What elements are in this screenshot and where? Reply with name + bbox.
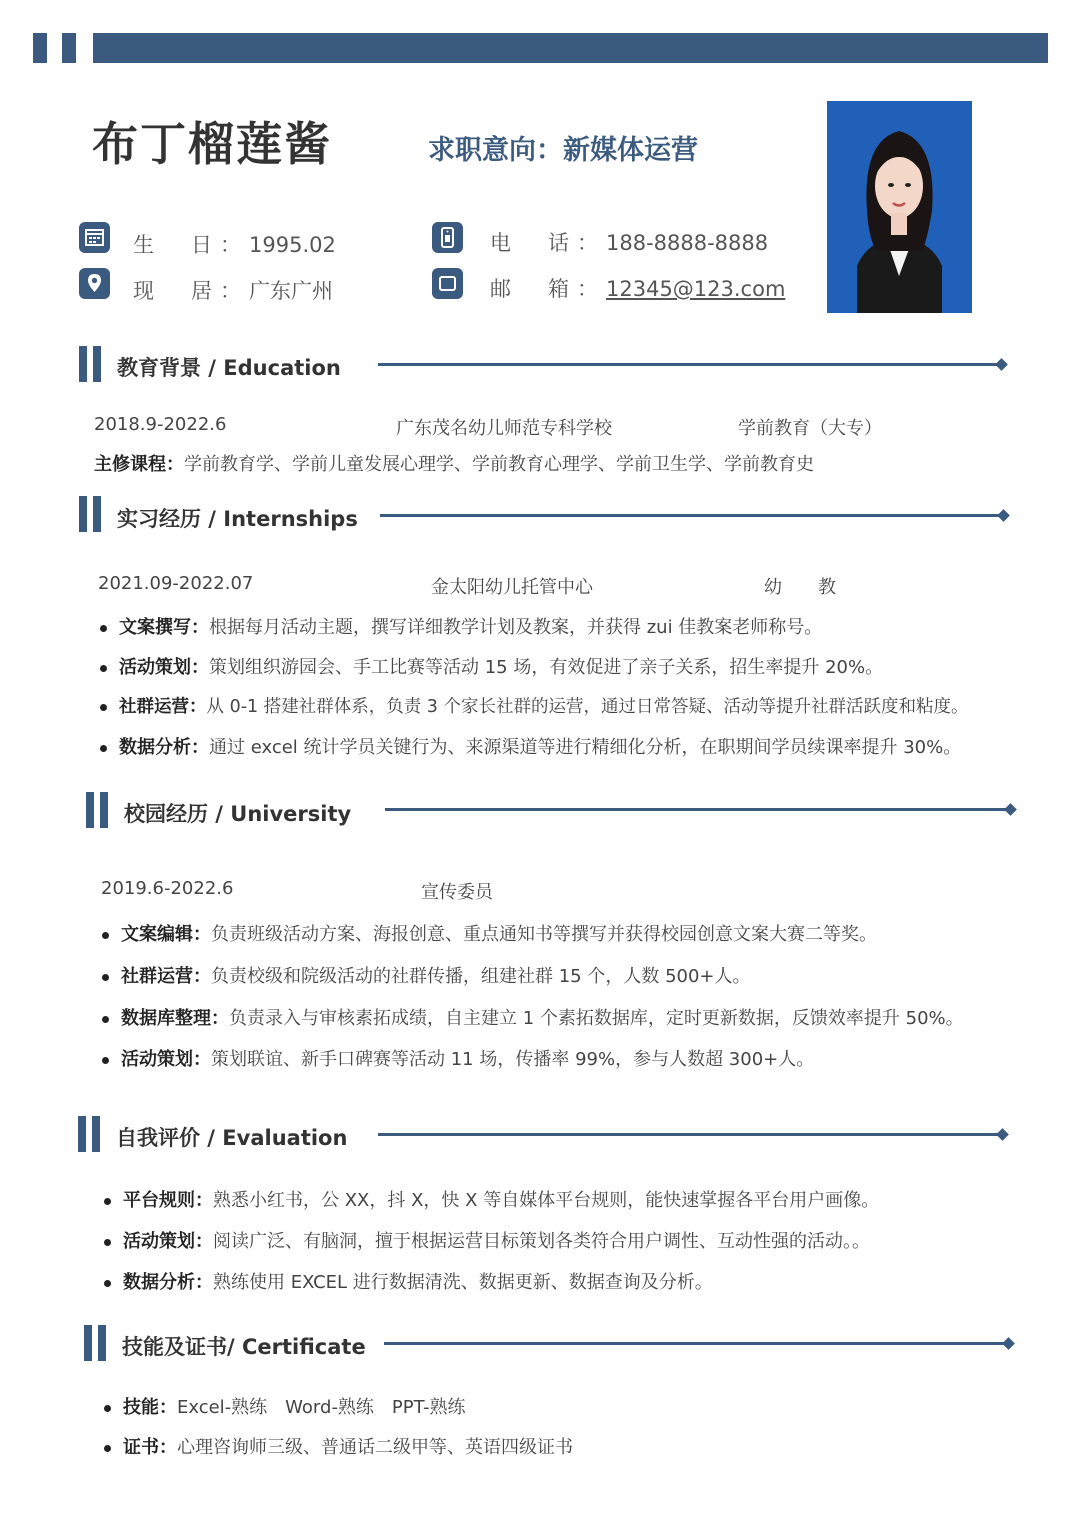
education-school: 广东茂名幼儿师范专科学校 [396,418,612,439]
top-bar-block-1 [33,33,47,63]
evaluation-diamond [996,1128,1009,1141]
residence [133,275,333,305]
evaluation-bar [78,1116,86,1152]
item-key: 活动策划： [119,657,209,678]
campus-period: 2019.6-2022.6 [101,878,234,899]
bullet-dot [102,932,109,939]
bullet-dot [104,1405,111,1412]
item-key: 社群运营： [119,697,207,717]
campus-bar-2 [100,792,108,828]
list-item [100,613,822,639]
list-item [100,653,883,679]
item-key: 文案编辑： [121,924,211,945]
item-key: 证书： [123,1437,177,1458]
evaluation-bar-2 [92,1116,100,1152]
item-key: 文案撰写： [119,617,209,638]
item-key: 活动策划： [121,1049,211,1070]
list-item [102,1045,814,1071]
item-key: 活动策划： [123,1231,213,1252]
phone-icon [432,222,463,253]
item-key: 技能： [123,1397,177,1418]
list-item [102,920,877,946]
item-value: 阅读广泛、有脑洞，擅于根据运营目标策划各类符合用户调性、互动性强的活动。。 [213,1231,870,1252]
item-value: 熟练使用 EXCEL 进行数据清洗、数据更新、数据查询及分析。 [213,1272,713,1293]
skills-bar [84,1325,92,1361]
list-item [104,1393,465,1419]
education-diamond [995,358,1008,371]
internship-company: 金太阳幼儿托管中心 [431,577,593,598]
email-link[interactable]: 12345@123.com [606,277,786,301]
top-bar-block-2 [62,33,76,63]
skills-diamond [1002,1337,1015,1350]
item-value: 负责校级和院级活动的社群传播，组建社群 15 个，人数 500+人。 [211,966,751,987]
phone-value: 188-8888-8888 [606,231,769,255]
bullet-dot [100,704,107,711]
item-key: 数据分析： [119,737,209,758]
item-key: 平台规则： [123,1190,213,1211]
item-key: 数据库整理： [121,1008,229,1029]
bullet-dot [102,1057,109,1064]
campus-title: 校园经历 / University [124,802,352,826]
item-value: 根据每月活动主题，撰写详细教学计划及教案，并获得 zui 佳教案老师称号。 [209,617,823,638]
email-label: 邮 箱： [490,277,606,301]
item-value: 心理咨询师三级、普通话二级甲等、英语四级证书 [177,1437,573,1458]
list-item [100,693,968,718]
residence-label: 现 居： [133,279,249,303]
item-value: 负责录入与审核素拓成绩，自主建立 1 个素拓数据库，定时更新数据，反馈效率提升 50%。 [229,1008,964,1029]
campus-role: 宣传委员 [421,882,493,903]
list-item [104,1227,870,1253]
bullet-dot [100,625,107,632]
item-key: 社群运营： [121,966,211,987]
skills-divider [384,1342,1008,1345]
profile-photo [827,101,972,313]
item-value: 负责班级活动方案、海报创意、重点通知书等撰写并获得校园创意文案大赛二等奖。 [211,924,877,945]
skills-bar-2 [98,1325,106,1361]
bullet-dot [104,1198,111,1205]
evaluation-divider [378,1133,1002,1136]
item-key: 数据分析： [123,1272,213,1293]
education-title: 教育背景 / Education [117,356,341,380]
birthday [133,229,336,259]
calendar-icon [79,222,110,253]
phone [490,227,768,257]
list-item [104,1268,713,1294]
skills-title: 技能及证书/ Certificate [122,1335,366,1359]
candidate-name: 布丁榴莲酱 [92,117,332,171]
item-value: 熟悉小红书，公 XX，抖 X，快 X 等自媒体平台规则，能快速掌握各平台用户画像。 [213,1190,880,1211]
item-value: Excel-熟练 Word-熟练 PPT-熟练 [177,1397,466,1418]
item-value: 策划联谊、新手口碑赛等活动 11 场，传播率 99%，参与人数超 300+人。 [211,1049,815,1070]
internship-diamond [997,509,1010,522]
list-item [104,1433,573,1459]
birthday-value: 1995.02 [249,233,336,257]
list-item [104,1186,879,1212]
bullet-dot [102,1016,109,1023]
birthday-label: 生 日： [133,233,249,257]
top-bar [93,33,1048,63]
internship-title: 实习经历 / Internships [117,507,358,531]
campus-diamond [1004,803,1017,816]
bullet-dot [104,1239,111,1246]
bullet-dot [100,665,107,672]
item-value: 从 0-1 搭建社群体系，负责 3 个家长社群的运营，通过日常答疑、活动等提升社群活跃度和粘度。 [206,697,969,717]
bullet-dot [102,974,109,981]
bullet-dot [100,745,107,752]
education-period: 2018.9-2022.6 [94,414,227,435]
courses-value: 学前教育学、学前儿童发展心理学、学前教育心理学、学前卫生学、学前教育史 [184,454,814,475]
email [490,273,785,303]
evaluation-title: 自我评价 / Evaluation [116,1126,348,1150]
residence-value: 广东广州 [249,279,333,303]
internship-role: 幼 教 [764,577,836,598]
education-bar [79,346,87,382]
phone-label: 电 话： [490,231,606,255]
bullet-dot [104,1445,111,1452]
courses-label: 主修课程： [94,454,184,475]
internship-bar-2 [93,496,101,532]
campus-divider [385,808,1011,811]
education-divider [378,363,1000,366]
list-item [100,733,961,759]
list-item [102,1004,964,1030]
campus-bar [86,792,94,828]
internship-period: 2021.09-2022.07 [98,573,254,594]
email-icon [432,268,463,299]
item-value: 策划组织游园会、手工比赛等活动 15 场，有效促进了亲子关系，招生率提升 20%。 [209,657,884,678]
education-bar-2 [93,346,101,382]
item-value: 通过 excel 统计学员关键行为、来源渠道等进行精细化分析，在职期间学员续课率提升 30%。 [209,737,962,758]
internship-divider [380,514,1002,517]
education-courses [94,450,814,476]
job-intent: 求职意向：新媒体运营 [428,135,698,166]
internship-bar [79,496,87,532]
education-major: 学前教育（大专） [738,418,882,439]
location-pin-icon [79,268,110,299]
list-item [102,962,751,988]
bullet-dot [104,1280,111,1287]
